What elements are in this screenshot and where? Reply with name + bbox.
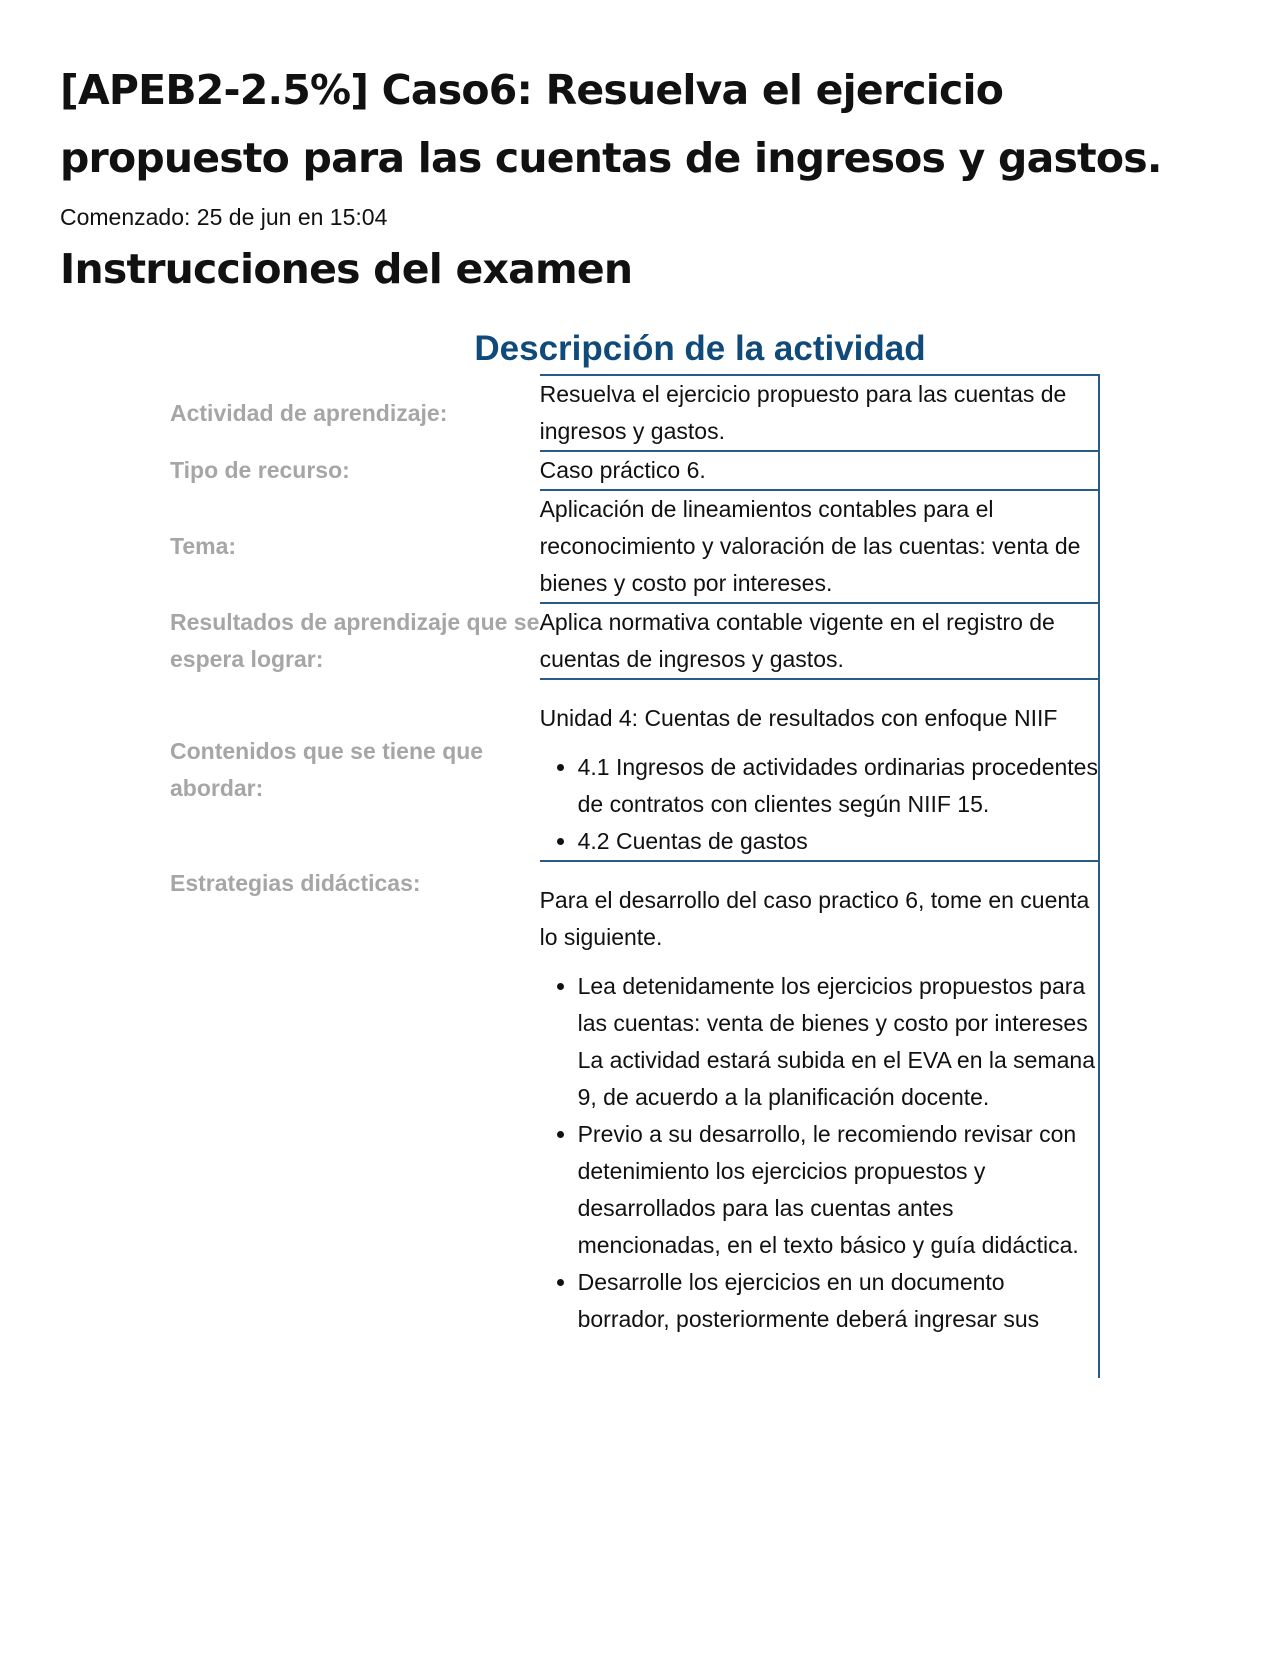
resource-type-label: Tipo de recurso: [170,457,350,483]
list-item: • Desarrolle los ejercicios en un documento borrador, posteriormente deberá ingresar sus [578,1264,1098,1338]
learning-activity-label: Actividad de aprendizaje: [170,399,448,426]
activity-description-heading: Descripción de la actividad [474,329,926,368]
expected-results-text: Aplica normativa contable vigente en el registro de cuentas de ingresos y gastos. [539,609,1055,672]
topic-label: Tema: [170,533,237,559]
table-row [170,490,1099,603]
table-row [170,861,1099,1378]
table-row [170,603,1099,679]
expected-results-value [540,603,1099,679]
started-timestamp: Comenzado: 25 de jun en 15:04 [60,204,388,230]
table-row [170,679,1099,861]
contents-label: Contenidos que se tiene que abordar: [170,738,484,801]
table-row [170,375,1099,451]
quiz-page [60,56,1220,1332]
expected-results-label: Resultados de aprendizaje que se espera lograr: [170,609,540,672]
list-item: • 4.1 Ingresos de actividades ordinarias procedentes de contratos con clientes según NIIF 15. [578,749,1098,823]
quiz-title: [APEB2-2.5%] Caso6: Resuelva el ejercicio propuesto para las cuentas de ingresos y gastos. [60,66,1162,182]
continuation-spacer [540,1338,1098,1378]
resource-type-value [540,451,1099,490]
contents-intro: Unidad 4: Cuentas de resultados con enfoque NIIF [539,705,1058,731]
contents-list [540,749,1098,860]
resource-type-text: Caso práctico 6. [539,457,706,483]
learning-activity-value [540,375,1099,451]
strategies-label: Estrategias didácticas: [170,870,421,896]
activity-description-table [170,374,1100,1378]
contents-value [540,679,1099,861]
topic-text: Aplicación de lineamientos contables para el reconocimiento y valoración de las cuentas: venta de bienes y costo por intereses. [539,496,1081,596]
list-item: • Previo a su desarrollo, le recomiendo revisar con detenimiento los ejercicios propuestos y desarrollados para las cuentas antes mencionadas, en el texto básico y guía didáctica. [578,1116,1098,1264]
learning-activity-text: Resuelva el ejercicio propuesto para las cuentas de ingresos y gastos. [539,381,1067,444]
strategies-list [540,968,1098,1338]
strategies-intro: Para el desarrollo del caso practico 6, tome en cuenta lo siguiente. [539,887,1090,950]
list-item: • Lea detenidamente los ejercicios propuestos para las cuentas: venta de bienes y costo por intereses La actividad estará subida en el EVA en la semana 9, de acuerdo a la planificación docente. [578,968,1098,1116]
table-row [170,451,1099,490]
list-item: • 4.2 Cuentas de gastos [578,823,1098,860]
strategies-value [540,861,1099,1378]
instructions-heading: Instrucciones del examen [60,245,633,293]
topic-value [540,490,1099,603]
